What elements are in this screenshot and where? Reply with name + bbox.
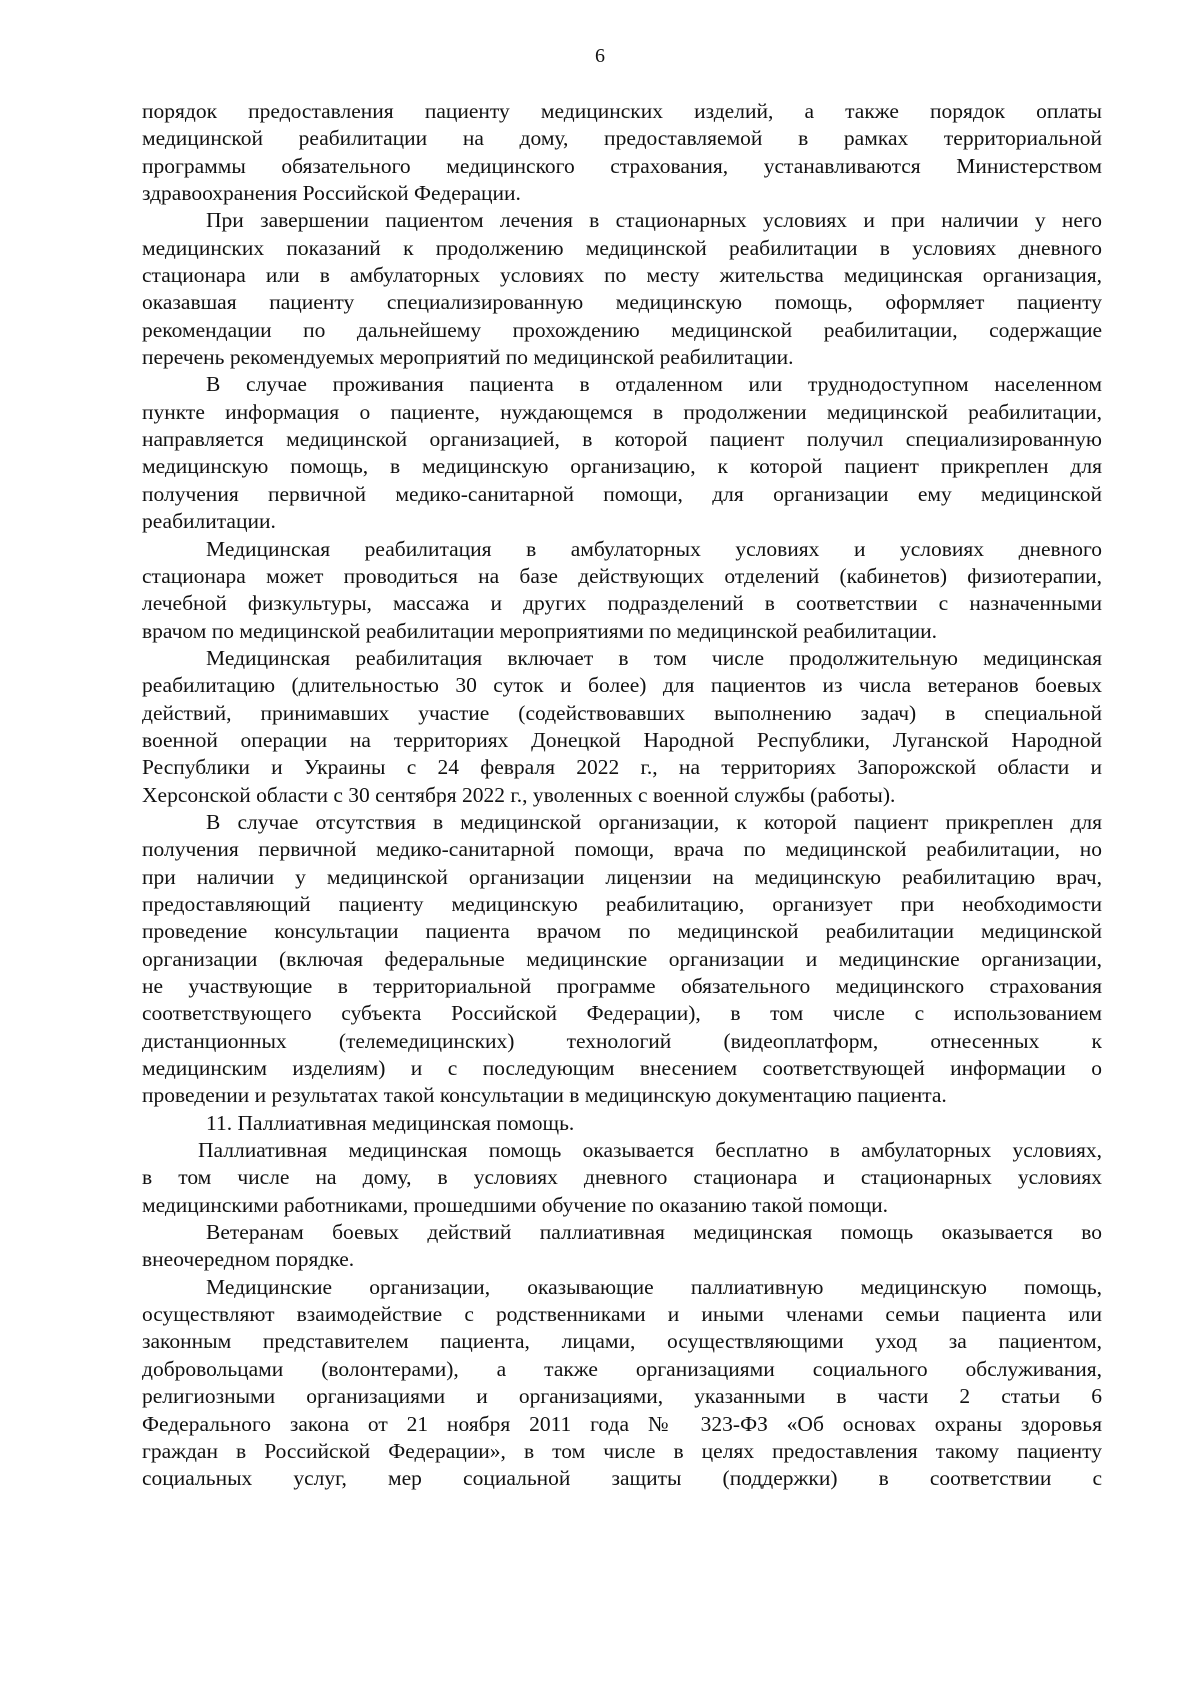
text-line: реабилитацию (длительностью 30 суток и более) для пациентов из числа ветеранов боевых — [142, 673, 1102, 698]
text-line: реабилитации. — [142, 509, 276, 534]
text-line: стационара или в амбулаторных условиях по месту жительства медицинская организация, — [142, 263, 1102, 288]
text-line: программы обязательного медицинского страхования, устанавливаются Министерством — [142, 153, 1102, 178]
text-line: медицинским изделиям) и с последующим внесением соответствующей информации о — [142, 1056, 1102, 1081]
text-line: Медицинская реабилитация в амбулаторных условиях и условиях дневного — [206, 536, 1102, 561]
text-line: медицинских показаний к продолжению медицинской реабилитации в условиях дневного — [142, 235, 1102, 260]
text-line: Херсонской области с 30 сентября 2022 г., уволенных с военной службы (работы). — [142, 782, 896, 807]
text-line: получения первичной медико-санитарной помощи, врача по медицинской реабилитации, но — [142, 837, 1102, 862]
text-line: предоставляющий пациенту медицинскую реабилитацию, организует при необходимости — [142, 891, 1102, 916]
text-line: При завершении пациентом лечения в стационарных условиях и при наличии у него — [206, 208, 1102, 233]
text-line: дистанционных (телемедицинских) технологий (видеоплатформ, отнесенных к — [142, 1028, 1102, 1053]
text-line: врачом по медицинской реабилитации мероприятиями по медицинской реабилитации. — [142, 618, 938, 643]
text-line: перечень рекомендуемых мероприятий по медицинской реабилитации. — [142, 345, 794, 370]
text-line: религиозными организациями и организациями, указанными в части 2 статьи 6 — [142, 1384, 1102, 1409]
text-line: направляется медицинской организацией, в которой пациент получил специализированную — [142, 427, 1102, 452]
text-line: социальных услуг, мер социальной защиты (поддержки) в соответствии с — [142, 1466, 1102, 1491]
text-line: проведении и результатах такой консультации в медицинскую документацию пациента. — [142, 1083, 947, 1108]
text-line: Медицинские организации, оказывающие паллиативную медицинскую помощь, — [206, 1274, 1102, 1299]
text-line: проведение консультации пациента врачом по медицинской реабилитации медицинской — [142, 919, 1102, 944]
text-line: не участвующие в территориальной программе обязательного медицинского страхования — [142, 974, 1102, 998]
text-line: Федерального закона от 21 ноября 2011 года № 323-ФЗ «Об основах охраны здоровья — [142, 1411, 1102, 1436]
text-line: организации (включая федеральные медицинские организации и медицинские организации, — [142, 946, 1102, 971]
text-line: В случае проживания пациента в отдаленном или труднодоступном населенном — [206, 372, 1102, 397]
text-line: законным представителем пациента, лицами, осуществляющими уход за пациентом, — [142, 1329, 1102, 1354]
text-line: внеочередном порядке. — [142, 1247, 355, 1272]
text-line: при наличии у медицинской организации лицензии на медицинскую реабилитацию врач, — [142, 864, 1102, 889]
text-line: медицинскими работниками, прошедшими обучение по оказанию такой помощи. — [142, 1192, 889, 1217]
text-line: Ветеранам боевых действий паллиативная медицинская помощь оказывается во — [206, 1220, 1102, 1245]
text-line: пункте информация о пациенте, нуждающемся в продолжении медицинской реабилитации, — [142, 399, 1102, 424]
text-line: Паллиативная медицинская помощь оказывается бесплатно в амбулаторных условиях, — [198, 1138, 1102, 1163]
text-line: медицинскую помощь, в медицинскую организацию, к которой пациент прикреплен для — [142, 454, 1102, 479]
text-line: 11. Паллиативная медицинская помощь. — [206, 1110, 575, 1135]
text-line: стационара может проводиться на базе действующих отделений (кабинетов) физиотерапии, — [142, 563, 1102, 588]
text-line: в том числе на дому, в условиях дневного стационара и стационарных условиях — [142, 1165, 1102, 1190]
text-line: соответствующего субъекта Российской Федерации), в том числе с использованием — [142, 1001, 1102, 1026]
text-line: порядок предоставления пациенту медицинских изделий, а также порядок оплаты — [142, 99, 1102, 123]
text-line: получения первичной медико-санитарной помощи, для организации ему медицинской — [142, 481, 1102, 506]
text-line: рекомендации по дальнейшему прохождению медицинской реабилитации, содержащие — [142, 317, 1102, 342]
document-body — [142, 98, 1102, 1493]
text-line: здравоохранения Российской Федерации. — [142, 181, 521, 206]
text-line: граждан в Российской Федерации», в том числе в целях предоставления такому пациенту — [142, 1438, 1102, 1463]
text-line: В случае отсутствия в медицинской организации, к которой пациент прикреплен для — [206, 809, 1102, 834]
text-line: лечебной физкультуры, массажа и других подразделений в соответствии с назначенными — [142, 591, 1102, 616]
text-line: осуществляют взаимодействие с родственниками и иными членами семьи пациента или — [142, 1302, 1102, 1327]
text-line: действий, принимавших участие (содействовавших выполнению задач) в специальной — [142, 700, 1102, 725]
text-line: добровольцами (волонтерами), а также организациями социального обслуживания, — [142, 1356, 1102, 1381]
page-number: 6 — [595, 45, 605, 67]
text-line: Медицинская реабилитация включает в том числе продолжительную медицинская — [206, 645, 1102, 670]
text-line: оказавшая пациенту специализированную медицинскую помощь, оформляет пациенту — [142, 290, 1102, 315]
text-line: военной операции на территориях Донецкой Народной Республики, Луганской Народной — [142, 727, 1102, 752]
text-line: Республики и Украины с 24 февраля 2022 г., на территориях Запорожской области и — [142, 755, 1102, 780]
text-line: медицинской реабилитации на дому, предоставляемой в рамках территориальной — [142, 126, 1102, 151]
